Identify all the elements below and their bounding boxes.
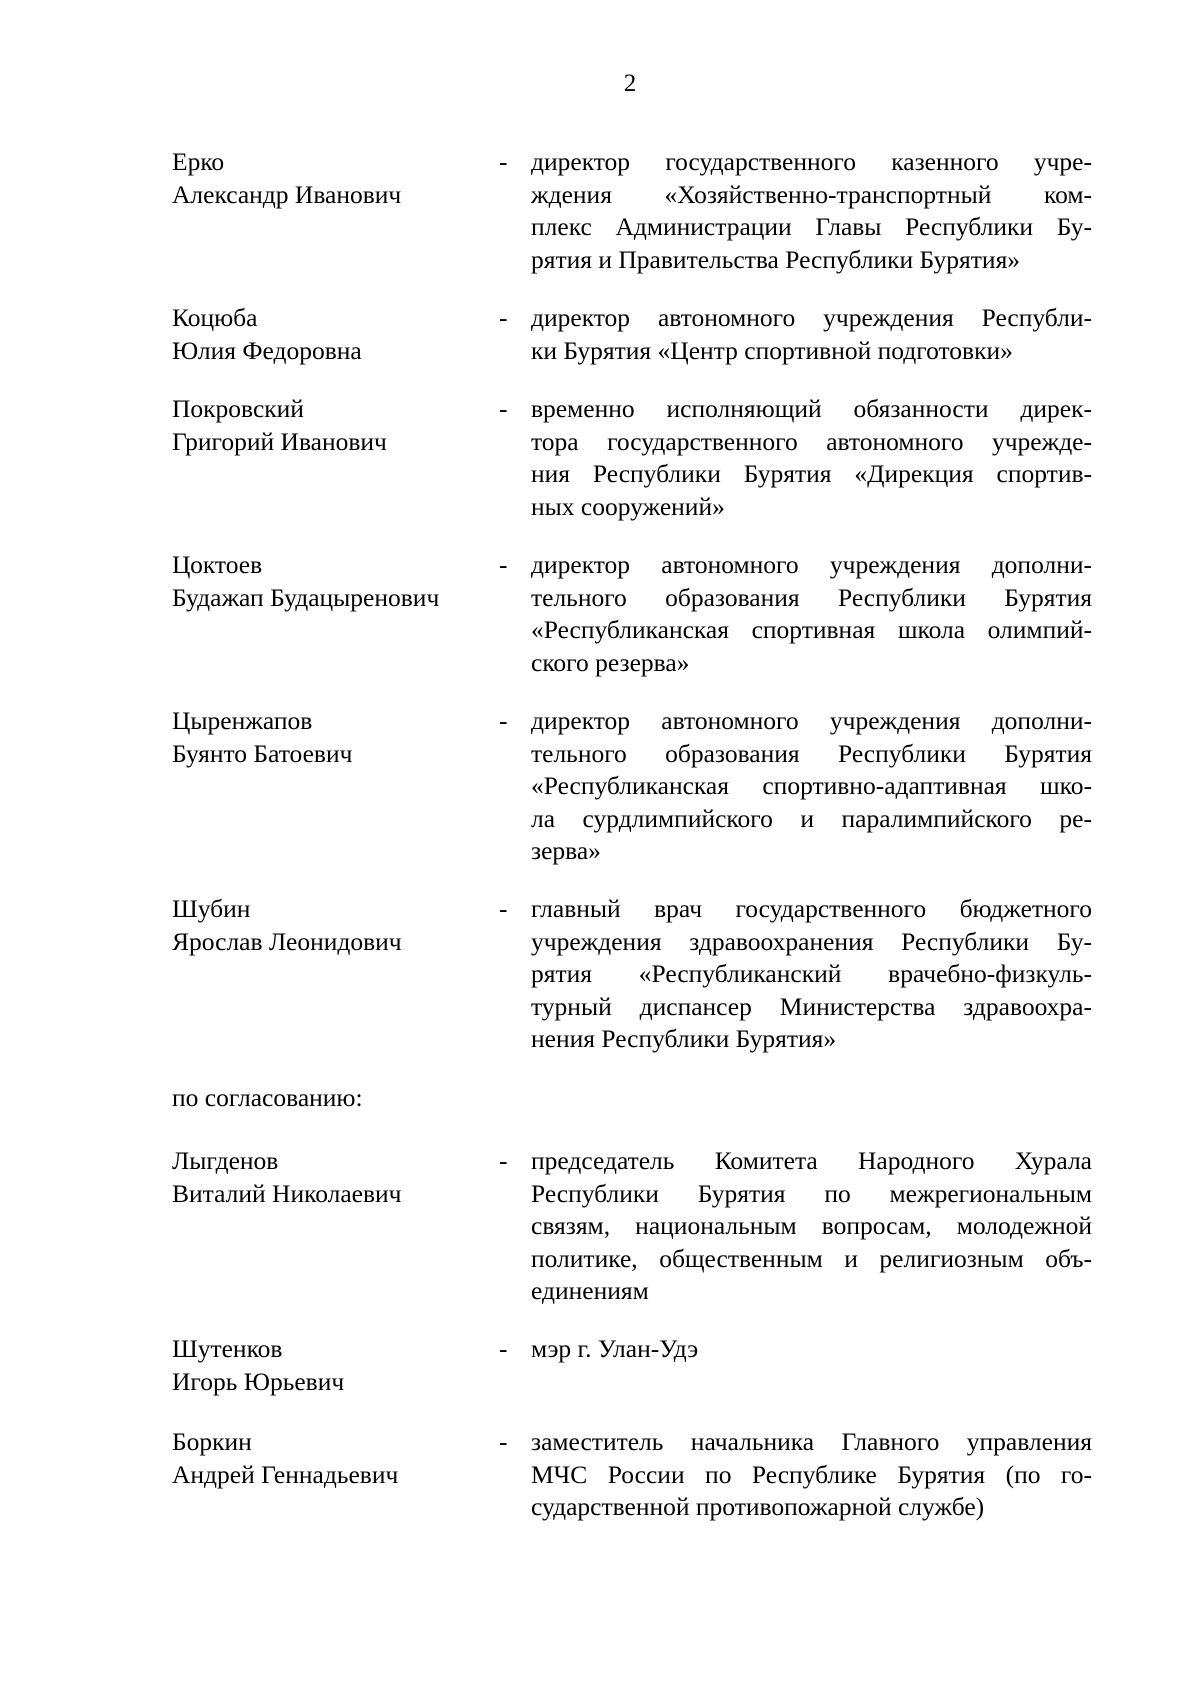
member-last-name: Коцюба [172,303,258,332]
role-line: временно исполняющий обязанности дирек- [531,394,1092,423]
entry-dash: - [499,894,508,923]
role-line: политике, общественным и религиозным объ- [531,1243,1092,1273]
member-last-name: Шубин [172,894,251,923]
role-line: ки Бурятия «Центр спортивной подготовки» [531,335,1013,365]
entry-dash: - [499,1334,508,1363]
member-name [172,549,492,614]
member-role [531,705,1092,868]
member-name [172,146,492,211]
role-line: «Республиканская спортивно-адаптивная шко- [531,771,1092,801]
role-line: ных сооружений» [531,491,725,521]
member-given-names: Будажап Будацыренович [172,582,440,612]
role-line: ла сурдлимпийского и паралимпийского ре- [531,803,1092,833]
member-name [172,393,492,458]
member-name [172,893,492,958]
role-line: сударственной противопожарной службе) [531,1492,985,1522]
role-line: директор автономного учреждения дополни- [531,550,1092,579]
member-role [531,549,1092,679]
member-last-name: Ерко [172,147,225,176]
role-line: турный диспансер Министерства здравоохра- [531,991,1092,1021]
role-line: связям, национальным вопросам, молодежной [531,1211,1092,1241]
role-line: нения Республики Бурятия» [531,1024,837,1054]
member-given-names: Игорь Юрьевич [172,1366,345,1396]
member-role [531,1426,1092,1524]
role-line: ского резерва» [531,647,690,677]
member-role [531,893,1092,1056]
role-line: тора государственного автономного учрежде- [531,426,1092,456]
member-name [172,1145,492,1210]
member-name [172,705,492,770]
role-line: директор государственного казенного учре- [531,147,1092,176]
member-given-names: Юлия Федоровна [172,335,362,365]
member-last-name: Боркин [172,1427,252,1456]
role-line: директор автономного учреждения Республи- [531,303,1092,332]
page-number: 2 [623,70,637,97]
role-line: директор автономного учреждения дополни- [531,706,1092,735]
member-given-names: Александр Иванович [172,179,402,209]
entry-dash: - [499,303,508,332]
role-line: рятия «Республиканский врачебно-физкуль- [531,959,1092,989]
member-last-name: Цоктоев [172,550,263,579]
role-line: учреждения здравоохранения Республики Бу- [531,926,1092,956]
role-line: главный врач государственного бюджетного [531,894,1092,923]
member-name [172,1333,492,1398]
member-role [531,302,1092,367]
member-role [531,393,1092,523]
role-line: тельного образования Республики Бурятия [531,738,1092,768]
entry-dash: - [499,147,508,176]
entry-dash: - [499,706,508,735]
member-role [531,1145,1092,1308]
role-line: Республики Бурятия по межрегиональным [531,1178,1092,1208]
member-given-names: Андрей Геннадьевич [172,1459,399,1489]
role-line: рятия и Правительства Республики Бурятия» [531,244,1021,274]
role-line: плекс Администрации Главы Республики Бу- [531,212,1092,242]
role-line: зерва» [531,836,601,866]
role-line: тельного образования Республики Бурятия [531,582,1092,612]
role-line: заместитель начальника Главного управления [531,1427,1092,1456]
entry-dash: - [499,1427,508,1456]
section-label-agreement: по согласованию: [172,1083,363,1112]
member-given-names: Виталий Николаевич [172,1178,402,1208]
member-given-names: Буянто Батоевич [172,738,353,768]
member-given-names: Ярослав Леонидович [172,926,402,956]
entry-dash: - [499,550,508,579]
member-last-name: Покровский [172,394,304,423]
role-line: ния Республики Бурятия «Дирекция спортив- [531,459,1092,489]
member-role [531,146,1092,276]
member-role [531,1333,1092,1366]
entry-dash: - [499,394,508,423]
role-line: единениям [531,1276,649,1306]
member-name [172,302,492,367]
member-last-name: Лыгденов [172,1146,279,1175]
role-line: МЧС России по Республике Бурятия (по го- [531,1459,1092,1489]
role-line: председатель Комитета Народного Хурала [531,1146,1092,1175]
role-line: «Республиканская спортивная школа олимпий- [531,615,1092,645]
member-name [172,1426,492,1491]
role-line: ждения «Хозяйственно-транспортный ком- [531,179,1092,209]
member-last-name: Шутенков [172,1334,283,1363]
entry-dash: - [499,1146,508,1175]
member-given-names: Григорий Иванович [172,426,387,456]
member-last-name: Цыренжапов [172,706,313,735]
role-line: мэр г. Улан-Удэ [531,1334,699,1363]
